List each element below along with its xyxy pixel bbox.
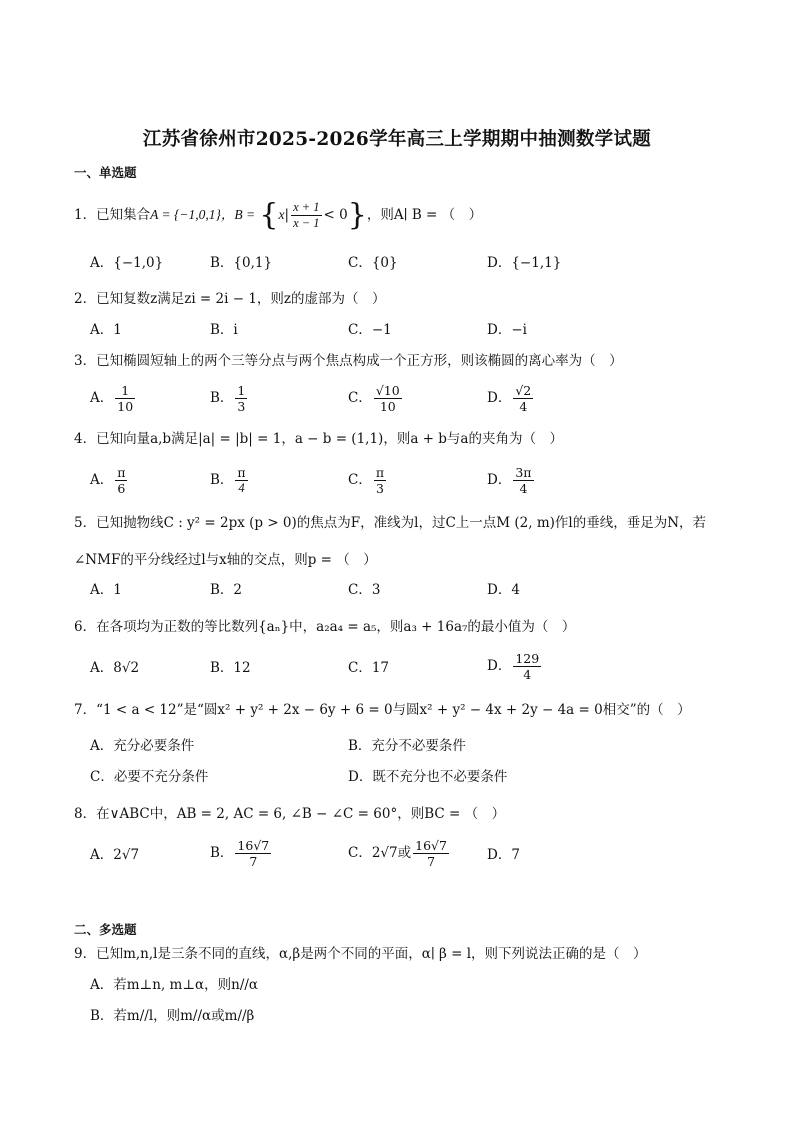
question-6-option-d: D． $\frac{129}{4}$	[487, 651, 540, 682]
question-9: 9．已知m,n,l是三条不同的直线，α,β是两个不同的平面，α∣ β = l，则下列说法正确的是（ ）	[74, 946, 647, 962]
section-heading-single-choice: 一、单选题	[74, 165, 137, 180]
question-5-option-d: D．4	[487, 582, 520, 598]
question-8-option-b: B． $\frac{16√7}{7}$	[210, 838, 270, 869]
question-3-option-d: D． $\frac{√2}{4}$	[487, 383, 532, 414]
vertical-bar-icon: |	[284, 207, 290, 223]
question-4-option-b: B． $\frac{\pi}{4}$	[210, 465, 246, 495]
question-8-option-a: A．2√7	[90, 847, 140, 863]
left-brace-icon: {	[259, 197, 279, 233]
question-4-option-a: A． $\frac{\pi}{6}$	[90, 465, 126, 496]
page-title: 江苏省徐州市2025-2026学年高三上学期期中抽测数学试题	[142, 129, 652, 150]
question-6-option-c: C．17	[348, 660, 390, 676]
question-7-option-c: C．必要不充分条件	[90, 769, 209, 785]
question-5-line-1: 5．已知抛物线C : y² = 2px (p > 0)的焦点为F，准线为l，过C上一点M (2, m)作l的垂线，垂足为N，若	[74, 515, 707, 531]
question-1-option-c: C．{0}	[348, 255, 398, 271]
question-2-option-b: B．i	[210, 322, 238, 338]
question-2-option-c: C．−1	[348, 322, 392, 338]
question-2-option-a: A．1	[90, 322, 122, 338]
section-heading-multiple-choice: 二、多选题	[74, 922, 137, 937]
question-3: 3．已知椭圆短轴上的两个三等分点与两个焦点构成一个正方形，则该椭圆的离心率为（ ）	[74, 353, 623, 369]
question-1-fraction: $\frac{x + 1}{x - 1}$	[293, 200, 320, 230]
question-1-inequality: < 0	[323, 207, 348, 223]
question-8-option-c: C．2√7或 $\frac{16√7}{7}$	[348, 838, 447, 869]
question-7: 7．“1 < a < 12”是“圆x² + y² + 2x − 6y + 6 = 0与圆x² + y² − 4x + 2y − 4a = 0相交”的（ ）	[74, 702, 691, 718]
question-1-prefix: 1．已知集合	[74, 207, 151, 223]
question-1-set-b-var: x	[278, 207, 285, 222]
question-8-option-d: D．7	[487, 847, 520, 863]
question-2: 2．已知复数z满足zi = 2i − 1，则z的虚部为（ ）	[74, 291, 386, 307]
question-1-ask: ，则A∣ B = （ ）	[366, 207, 483, 223]
question-1	[74, 197, 483, 233]
question-5-line-2: ∠NMF的平分线经过l与x轴的交点，则p = （ ）	[74, 552, 377, 568]
question-1-set-a: A = {−1,0,1}	[150, 207, 221, 222]
question-3-option-c: C． $\frac{√10}{10}$	[348, 383, 400, 414]
question-1-option-b: B．{0,1}	[210, 255, 273, 271]
question-7-option-a: A．充分必要条件	[90, 738, 195, 754]
question-6-option-a: A．8√2	[90, 660, 140, 676]
question-6: 6．在各项均为正数的等比数列{aₙ}中，a₂a₄ = a₅，则a₃ + 16a₇的最小值为（ ）	[74, 619, 576, 635]
question-9-option-a: A．若m⊥n, m⊥α，则n//α	[90, 977, 259, 993]
question-4-option-c: C． $\frac{\pi}{3}$	[348, 465, 385, 496]
question-8: 8．在∨ABC中，AB = 2, AC = 6, ∠B − ∠C = 60°，则BC = （ ）	[74, 806, 506, 822]
question-7-option-d: D．既不充分也不必要条件	[348, 769, 508, 785]
question-9-option-b: B．若m//l，则m//α或m//β	[90, 1008, 255, 1024]
right-brace-icon: }	[347, 197, 367, 233]
question-5-option-a: A．1	[90, 582, 122, 598]
question-4: 4．已知向量a,b满足|a| = |b| = 1，a − b = (1,1)，则a + b与a的夹角为（ ）	[74, 431, 563, 447]
question-3-option-a: A． $\frac{1}{10}$	[90, 383, 134, 414]
question-3-option-b: B． $\frac{1}{3}$	[210, 383, 246, 414]
question-1-set-b-label: ，B =	[220, 207, 256, 222]
question-2-option-d: D．−i	[487, 322, 527, 338]
question-1-option-a: A．{−1,0}	[90, 255, 164, 271]
question-5-option-b: B．2	[210, 582, 243, 598]
question-6-option-b: B．12	[210, 660, 251, 676]
question-5-option-c: C．3	[348, 582, 381, 598]
question-1-option-d: D．{−1,1}	[487, 255, 562, 271]
question-7-option-b: B．充分不必要条件	[348, 738, 466, 754]
question-4-option-d: D． $\frac{3\pi}{4}$	[487, 465, 532, 496]
